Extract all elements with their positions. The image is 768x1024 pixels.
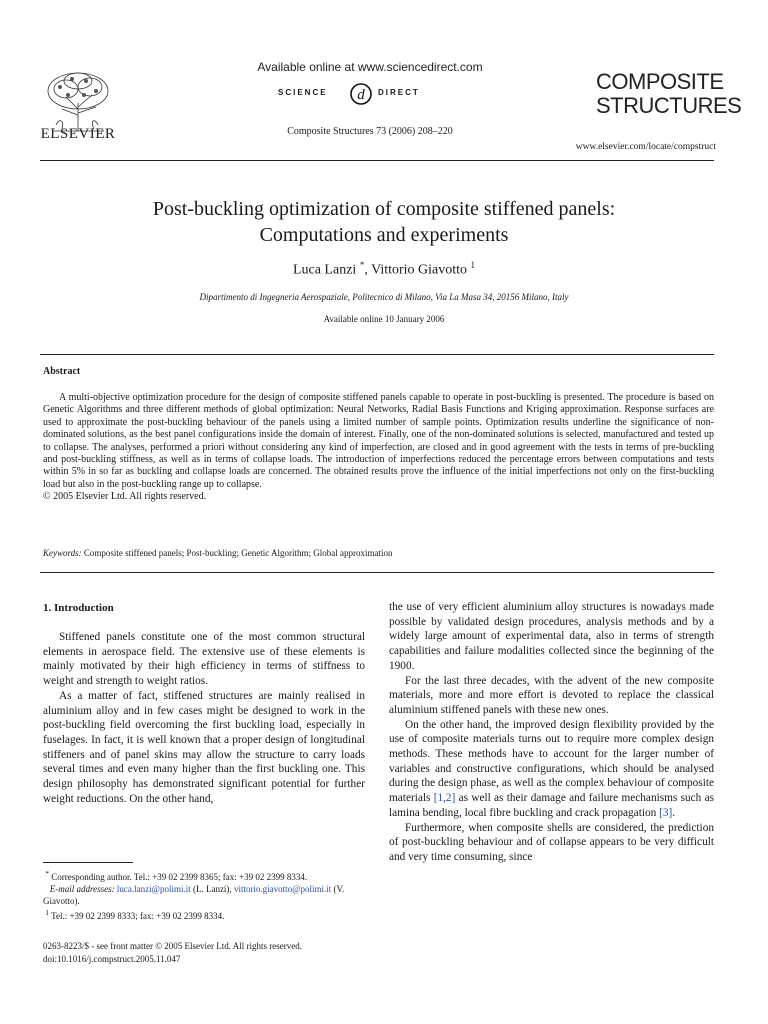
- abstract-copyright: © 2005 Elsevier Ltd. All rights reserved.: [43, 491, 207, 503]
- abstract-heading: Abstract: [43, 366, 81, 377]
- abstract-text: A multi-objective optimization procedure for the design of composite stiffened panels capable to operate in post-buckling is presented. The procedure is based on Genetic Algorithms and three different methods of global optimization: Neural Networks, Radial Basis Functions and Kriging approximation. Response surfaces are used to approximate the post-buckling behaviour of the panels using a limited number of sample points. Optimization results underline the significance of non-dominated solutions, as the best panel configurations inside the domain of interest. Finally, one of the non-dominated solutions is selected, manufactured and tested up to collapse. The analyses, performed a priori without considering any kind of imperfection, are closed and in good agreement with the tests in terms of pre-buckling and post-buckling stiffness, as well as in terms of collapse loads. The introduction of imperfections reduced the percentage errors between computations and tests within 5% in so far as buckling and collapse loads are concerned. The obtained results prove the influence of the initial imperfections not only on the first-buckling load but also in the post-buckling range up to collapse.: [43, 392, 714, 490]
- imprint: [43, 940, 383, 966]
- keywords-list: Composite stiffened panels; Post-buckling; Genetic Algorithm; Global approximation: [83, 548, 393, 558]
- author-giavotto[interactable]: Vittorio Giavotto: [371, 262, 468, 278]
- footnote-divider: [43, 862, 133, 863]
- author-separator: ,: [364, 262, 372, 278]
- author-list: [60, 260, 708, 279]
- corresponding-author-mark: *: [359, 260, 365, 270]
- article-title: [60, 196, 708, 248]
- email-owner: (L. Lanzi),: [192, 884, 232, 894]
- available-online-date: Available online 10 January 2006: [323, 314, 445, 324]
- journal-name-line2: STRUCTURES: [596, 93, 742, 118]
- footnotes: [43, 868, 365, 922]
- article-title-line1: Post-buckling optimization of composite stiffened panels:: [152, 198, 616, 220]
- svg-text:d: d: [357, 87, 365, 103]
- header-divider: [40, 160, 714, 161]
- footnote-corresponding: [43, 868, 365, 883]
- journal-logo: [596, 69, 742, 118]
- abstract-top-divider: [40, 354, 714, 355]
- author-lanzi[interactable]: Luca Lanzi: [292, 262, 357, 278]
- email-label: E-mail addresses:: [49, 884, 115, 894]
- left-column: [43, 630, 365, 806]
- footnote-text: Corresponding author. Tel.: +39 02 2399 8365; fax: +39 02 2399 8334.: [51, 872, 308, 882]
- email-link-giavotto[interactable]: vittorio.giavotto@polimi.it: [233, 884, 332, 894]
- sciencedirect-logo: [270, 82, 470, 106]
- affiliation: Dipartimento di Ingegneria Aerospaziale, Politecnico di Milano, Via La Masa 34, 20156 Milano, Italy: [199, 292, 569, 302]
- footnote-mark: *: [45, 869, 49, 878]
- publisher-name: ELSEVIER: [40, 126, 116, 142]
- article-title-line2: Computations and experiments: [259, 224, 509, 246]
- sciencedirect-right-text: DIRECT: [378, 88, 420, 97]
- email-owner: (V. Giavotto).: [43, 884, 345, 906]
- abstract-body: [43, 392, 714, 504]
- paragraph-text: On the other hand, the improved design flexibility provided by the use of composite materials turns out to require more complex design methods. These methods have to account for the larger number of variables and constructive configurations, which should be analysed during the design phase, as well as the complex behaviour of composite materials: [389, 718, 714, 805]
- paragraph: Furthermore, when composite shells are considered, the prediction of post-buckling behaviour and of collapse appears to be very difficult and very time consuming, since: [389, 821, 714, 863]
- keywords-label: Keywords:: [43, 548, 82, 558]
- paragraph: As a matter of fact, stiffened structures are mainly realised in aluminium alloy and in few cases might be designed to work in the post-buckling field overcoming the first buckling load, especially in fuselages. In fact, it is well known that a proper design of longitudinal stiffeners and of panel skins may allow the structure to carry loads several times and even many higher than the first buckling one. This design philosophy has demonstrated significant potential for further weight reductions. On the other hand,: [43, 689, 365, 805]
- journal-url-link[interactable]: www.elsevier.com/locate/compstruct: [575, 142, 716, 152]
- doi-line[interactable]: doi:10.1016/j.compstruct.2005.11.047: [43, 954, 181, 964]
- journal-citation: Composite Structures 73 (2006) 208–220: [287, 126, 453, 137]
- paragraph-text: as well as their damage and failure mechanisms such as lamina bending, local fibre buckling and crack propagation: [389, 792, 714, 819]
- paragraph: For the last three decades, with the advent of the new composite materials, more and more effort is devoted to replace the classical aluminium stiffened panels with these new ones.: [389, 674, 714, 716]
- footnote-mark: 1: [45, 908, 49, 917]
- paragraph: Stiffened panels constitute one of the most common structural elements in aerospace field. The extensive use of these elements is mainly motivated by their high efficiency in terms of stiffness to weight and strength to weight ratios.: [43, 631, 365, 688]
- paragraph: the use of very efficient aluminium alloy structures is nowadays made possible by validated design procedures, analysis methods and by a widely large amount of experimental data, also in terms of strength capabilities and failure modalities collected since the beginning of the 1900.: [389, 601, 714, 672]
- sciencedirect-left-text: SCIENCE: [278, 88, 328, 97]
- abstract-bottom-divider: [40, 572, 714, 573]
- available-online-banner: Available online at www.sciencedirect.com: [257, 60, 483, 74]
- issn-line: 0263-8223/$ - see front matter © 2005 Elsevier Ltd. All rights reserved.: [43, 941, 303, 951]
- email-link-lanzi[interactable]: luca.lanzi@polimi.it: [116, 884, 191, 894]
- footnote-text: Tel.: +39 02 2399 8333; fax: +39 02 2399 8334.: [51, 911, 225, 921]
- footnote-author2: [43, 907, 365, 922]
- keywords: [43, 548, 714, 558]
- sciencedirect-d-icon: [348, 82, 374, 106]
- right-column: [389, 600, 714, 865]
- paragraph-text: .: [672, 806, 676, 819]
- footnote-emails: [43, 883, 365, 907]
- author-footnote-mark: 1: [470, 260, 476, 270]
- section-heading-introduction: 1. Introduction: [43, 602, 114, 614]
- citation-link-3[interactable]: [3]: [659, 806, 673, 819]
- journal-name-line1: COMPOSITE: [596, 69, 724, 94]
- paragraph: [389, 718, 714, 821]
- citation-link-1-2[interactable]: [1,2]: [433, 792, 456, 805]
